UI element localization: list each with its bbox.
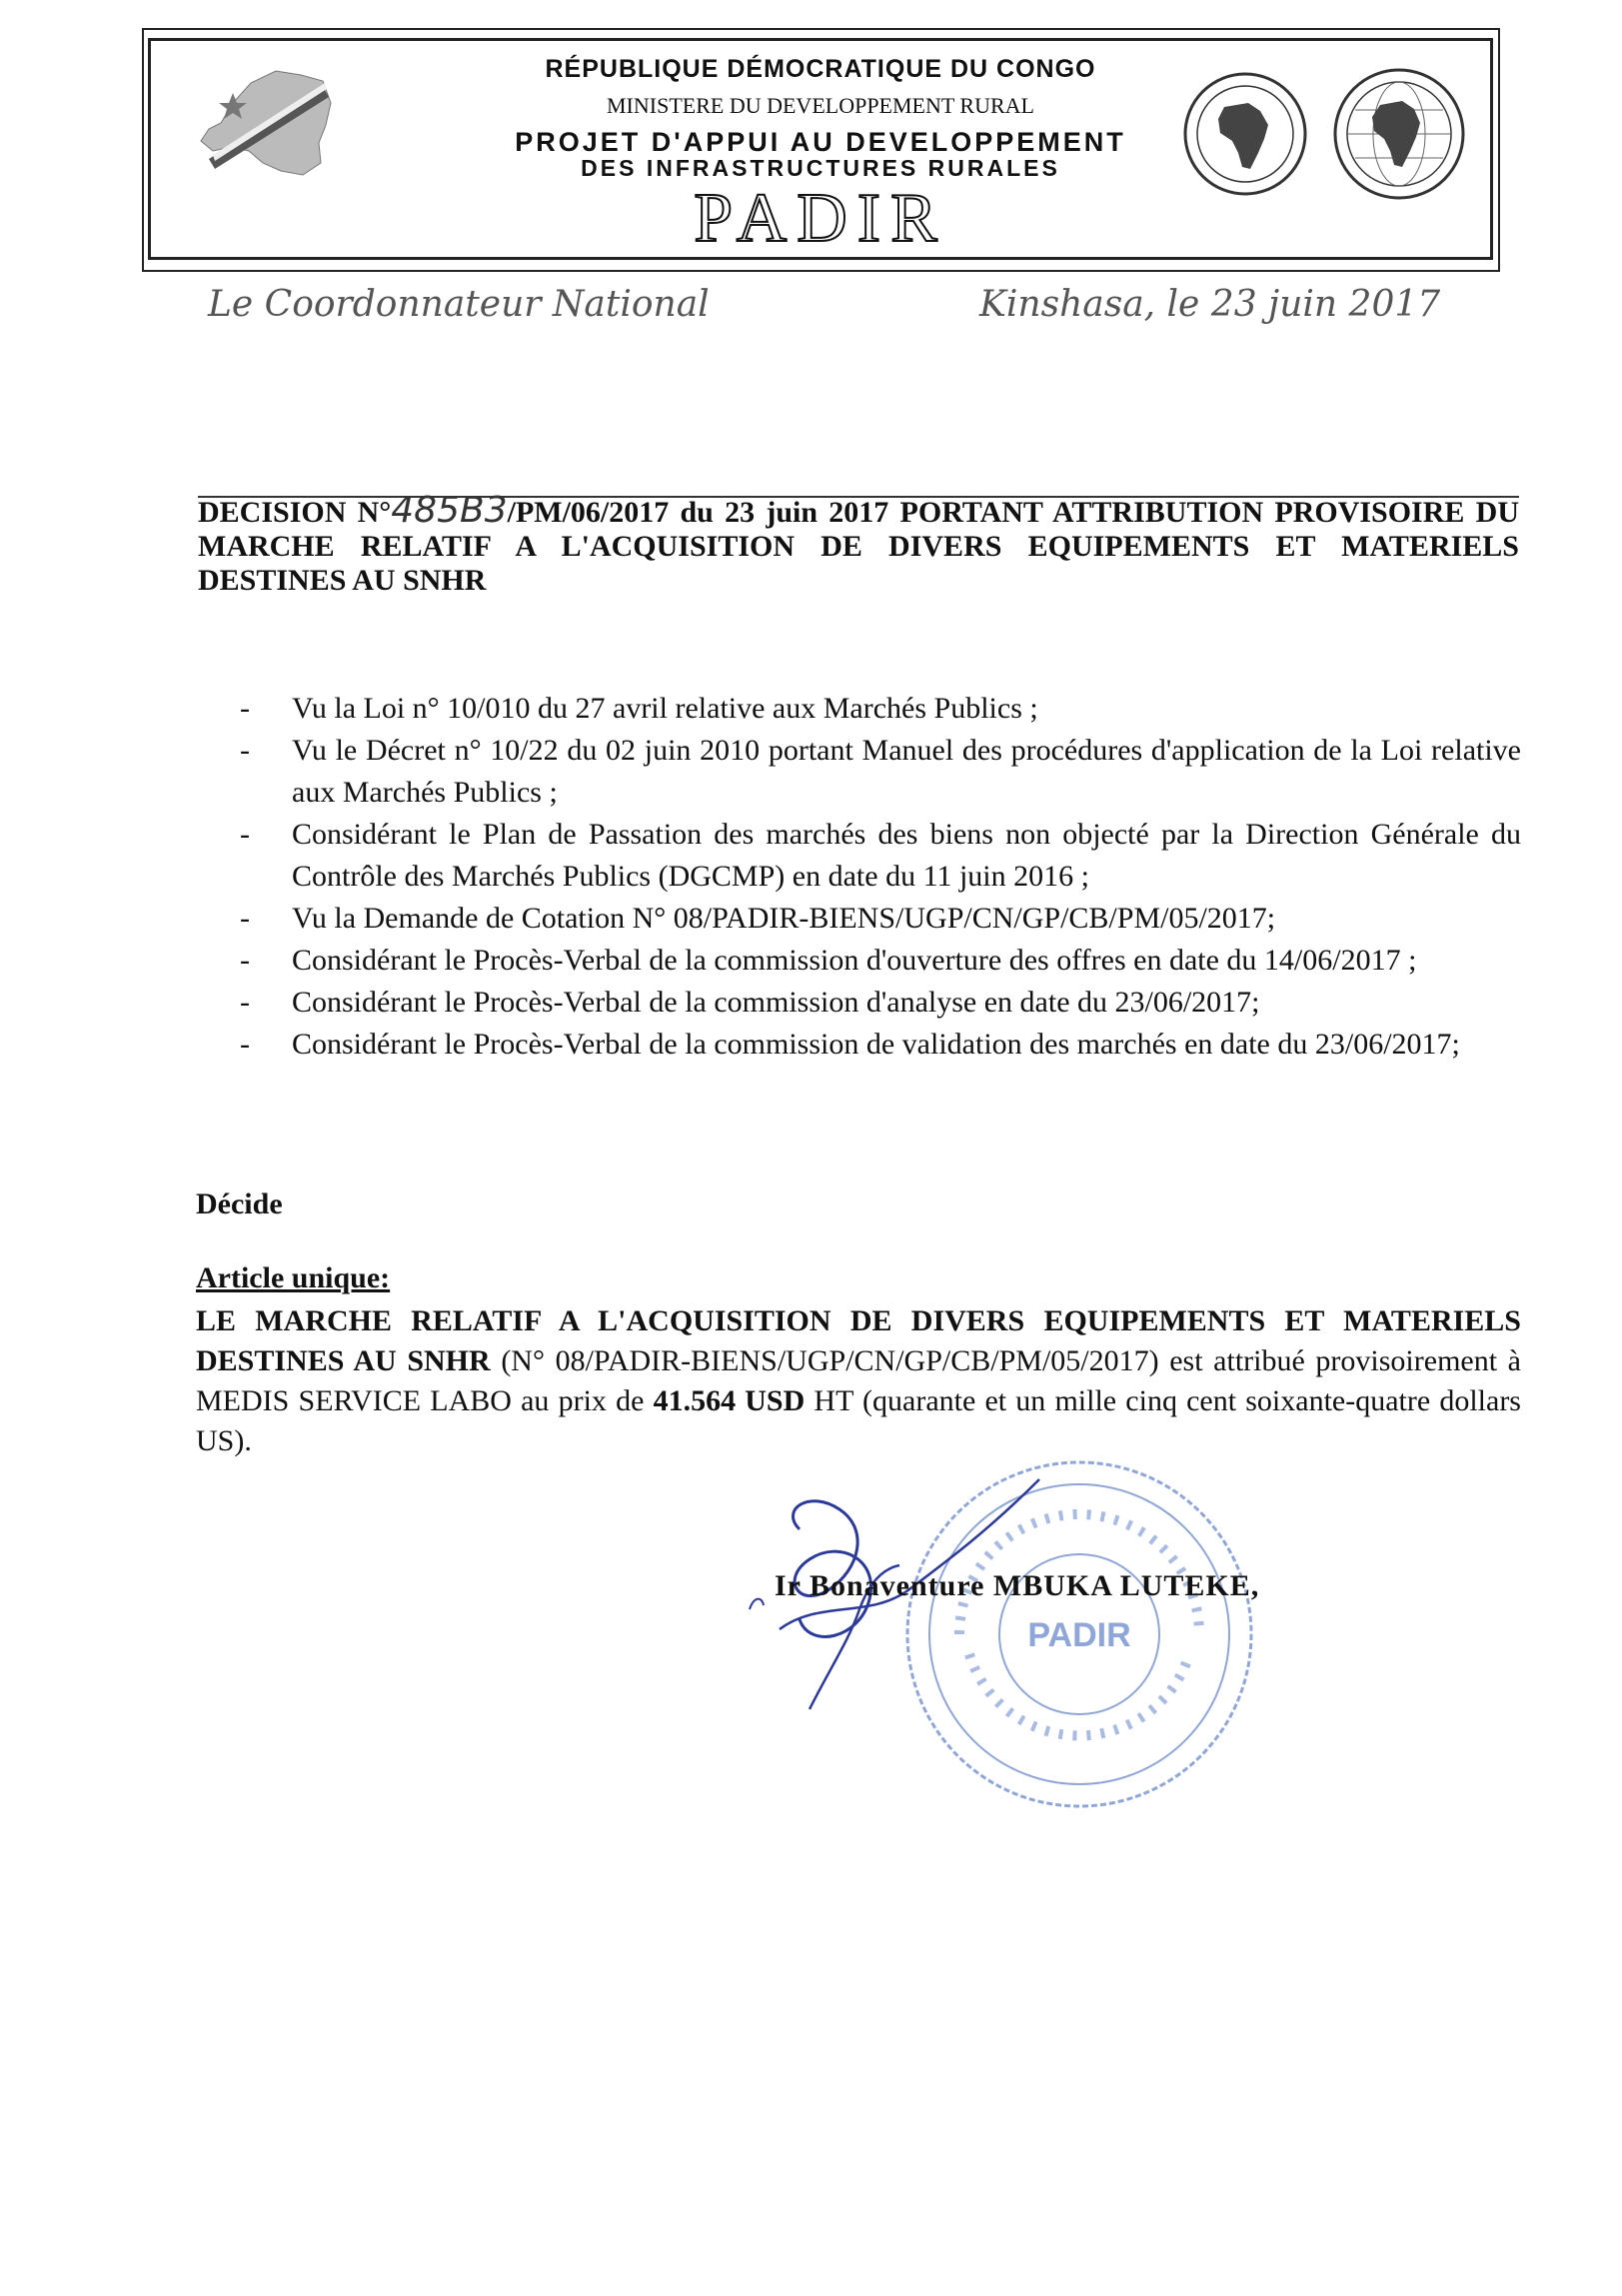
list-item: - Considérant le Procès-Verbal de la commission de validation des marchés en date du 23/06/2017; [240, 1028, 1460, 1061]
decision-number-handwritten: 485B3 [391, 490, 508, 531]
list-item: - Considérant le Procès-Verbal de la commission d'ouverture des offres en date du 14/06/2017 ; [240, 944, 1417, 977]
place-date: Kinshasa, le 23 juin 2017 [979, 284, 1441, 325]
stamp-text: PADIR [1027, 1616, 1131, 1654]
article-body [196, 1301, 1521, 1461]
globe-logo-icon [1330, 65, 1468, 203]
article-bold-lead: LE MARCHE RELATIF A L'ACQUISITION DE DIVERS EQUIPEMENTS ET MATERIELS DESTINES AU SNHR [196, 1304, 1521, 1377]
header-ministry: MINISTERE DU DEVELOPPEMENT RURAL [607, 93, 1034, 118]
list-item: - Vu le Décret n° 10/22 du 02 juin 2010 portant Manuel des procédures d'application de la Loi relative aux Marchés Publics ; [240, 734, 1521, 809]
header-acronym: PADIR [694, 180, 947, 257]
list-item: - Considérant le Plan de Passation des marchés des biens non objecté par la Direction Générale du Contrôle des Marchés Publics (DGCMP) en date du 11 juin 2016 ; [240, 818, 1521, 893]
list-item: - Vu la Loi n° 10/010 du 27 avril relative aux Marchés Publics ; [240, 692, 1038, 725]
list-item: - Vu la Demande de Cotation N° 08/PADIR-BIENS/UGP/CN/GP/CB/PM/05/2017; [240, 902, 1276, 935]
decide-label: Décide [196, 1187, 283, 1220]
list-item: - Considérant le Procès-Verbal de la commission d'analyse en date du 23/06/2017; [240, 986, 1260, 1019]
decision-prefix: DECISION N° [198, 496, 392, 529]
article-amount: 41.564 USD [653, 1384, 806, 1417]
header-republic: RÉPUBLIQUE DÉMOCRATIQUE DU CONGO [545, 55, 1096, 83]
drc-map-icon [191, 63, 341, 183]
article-text-2: HT (quarante et un mille cinq cent soixante-quatre dollars US). [196, 1384, 1521, 1457]
coordinator-label: Le Coordonnateur National [208, 284, 710, 325]
handwritten-signature [740, 1469, 1079, 1769]
signatory-name: Ir Bonaventure MBUKA LUTEKE, [775, 1569, 1260, 1602]
article-text-1: (N° 08/PADIR-BIENS/UGP/CN/GP/CB/PM/05/2017) est attribué provisoirement à MEDIS SERVICE LABO au prix de [196, 1344, 1521, 1417]
article-heading: Article unique: [196, 1261, 391, 1294]
decision-title [198, 490, 1519, 598]
considerations-list [240, 688, 1521, 1066]
afdb-logo-icon [1180, 69, 1310, 199]
header-project-line2: DES INFRASTRUCTURES RURALES [581, 155, 1060, 181]
decision-title-text: /PM/06/2017 du 23 juin 2017 PORTANT ATTRIBUTION PROVISOIRE DU MARCHE RELATIF A L'ACQUISITION DE DIVERS EQUIPEMENTS ET MATERIELS DESTINES AU SNHR [198, 496, 1519, 597]
header-project-line1: PROJET D'APPUI AU DEVELOPPEMENT [515, 127, 1126, 157]
letterhead [148, 38, 1493, 260]
